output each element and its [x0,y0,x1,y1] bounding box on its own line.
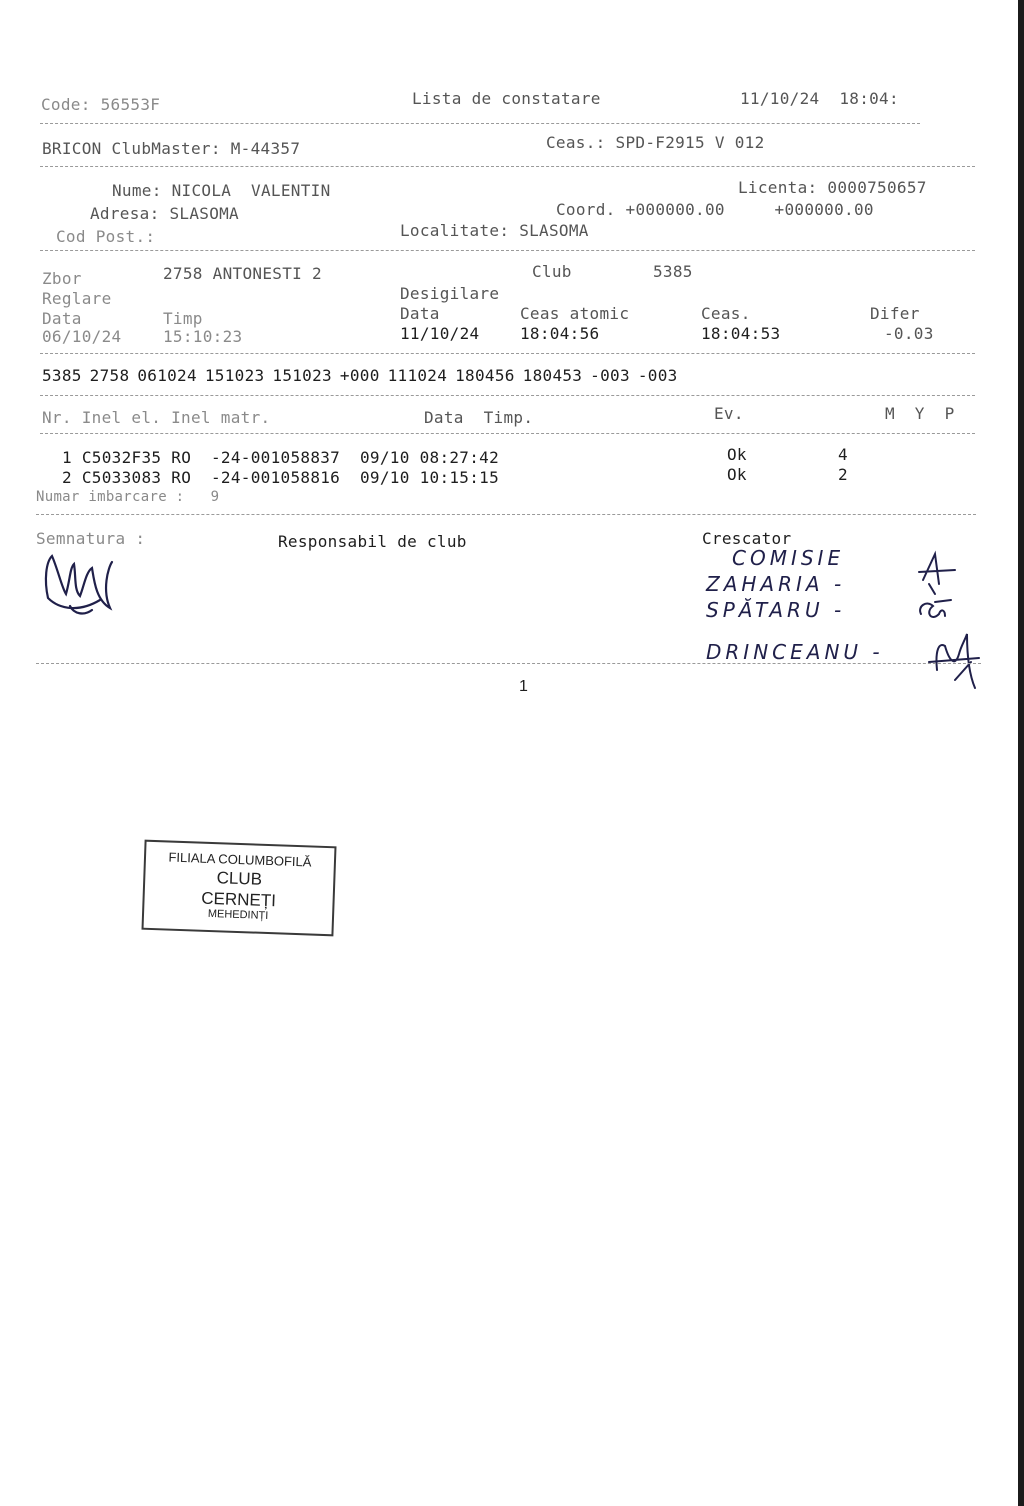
table-row-count: 4 [838,445,848,464]
postal-code-label: Cod Post.: [56,227,156,246]
document-title: Lista de constatare [412,89,601,108]
license-text: Licenta: 0000750657 [738,178,927,197]
signature-scribble [40,550,130,622]
date-time-column-header: Data Timp. [424,408,534,427]
handwritten-line: SPĂTARU - [706,598,846,622]
club-value: 5385 [653,262,693,281]
flight-label: Zbor [42,269,82,288]
club-stamp [141,840,336,937]
des-date-label: Data [400,304,440,323]
handwritten-line: DRINCEANU - [706,640,884,664]
fancier-name: Nume: NICOLA VALENTIN [112,181,331,200]
table-row: 2 C5033083 RO -24-001058816 09/10 10:15:15 [62,468,500,487]
club-label: Club [532,262,572,281]
difference-label: Difer [870,304,920,323]
divider [40,433,975,434]
handwritten-line: ZAHARIA - [706,572,846,596]
reg-time-value: 15:10:23 [163,327,243,346]
table-row-count: 2 [838,465,848,484]
table-row: 1 C5032F35 RO -24-001058837 09/10 08:27:42 [62,448,500,467]
event-column-header: Ev. [714,404,744,423]
stamp-line: CLUB [216,868,263,889]
divider [40,395,975,396]
stamp-line: FILIALA COLUMBOFILĂ [168,849,312,870]
locality-text: Localitate: SLASOMA [400,221,589,240]
reglare-label: Reglare [42,289,112,308]
myp-column-header: M Y P [885,404,955,423]
flight-value: 2758 ANTONESTI 2 [163,264,322,283]
club-responsible-label: Responsabil de club [278,532,467,551]
page-number: 1 [519,678,529,695]
clock-id-text: Ceas.: SPD-F2915 V 012 [546,133,765,152]
device-text: BRICON ClubMaster: M-44357 [42,139,301,158]
divider [40,250,975,251]
atomic-time-value: 18:04:56 [520,324,600,343]
divider [36,663,981,664]
clock-label: Ceas. [701,304,751,323]
boarding-count: Numar imbarcare : 9 [36,489,220,505]
table-row-event: Ok [727,445,747,464]
code-text: Code: 56553F [41,95,161,114]
stamp-line: MEHEDINȚI [207,907,269,923]
coordinates-text: Coord. +000000.00 +000000.00 [556,200,874,219]
stamp-line: CERNEȚI [200,888,277,911]
fancier-address: Adresa: SLASOMA [90,204,239,223]
breeder-label: Crescator [702,529,792,548]
ring-column-header: Nr. Inel el. Inel matr. [42,408,271,427]
reg-date-label: Data [42,309,82,328]
divider [40,123,920,124]
signature-label: Semnatura : [36,529,146,548]
header-datetime: 11/10/24 18:04: [740,89,899,108]
reg-time-label: Timp [163,309,203,328]
handwritten-line: COMISIE [732,546,845,570]
divider [36,514,976,515]
divider [40,166,975,167]
clock-time-value: 18:04:53 [701,324,781,343]
difference-value: -0.03 [884,324,934,343]
handwritten-initials [915,550,985,695]
des-date-value: 11/10/24 [400,324,480,343]
reg-date-value: 06/10/24 [42,327,122,346]
table-row-event: Ok [727,465,747,484]
desigilare-label: Desigilare [400,284,500,303]
atomic-clock-label: Ceas atomic [520,304,630,323]
encoded-summary-line: 5385 2758 061024 151023 151023 +000 111024 180456 180453 -003 -003 [42,366,678,385]
divider [40,353,975,354]
